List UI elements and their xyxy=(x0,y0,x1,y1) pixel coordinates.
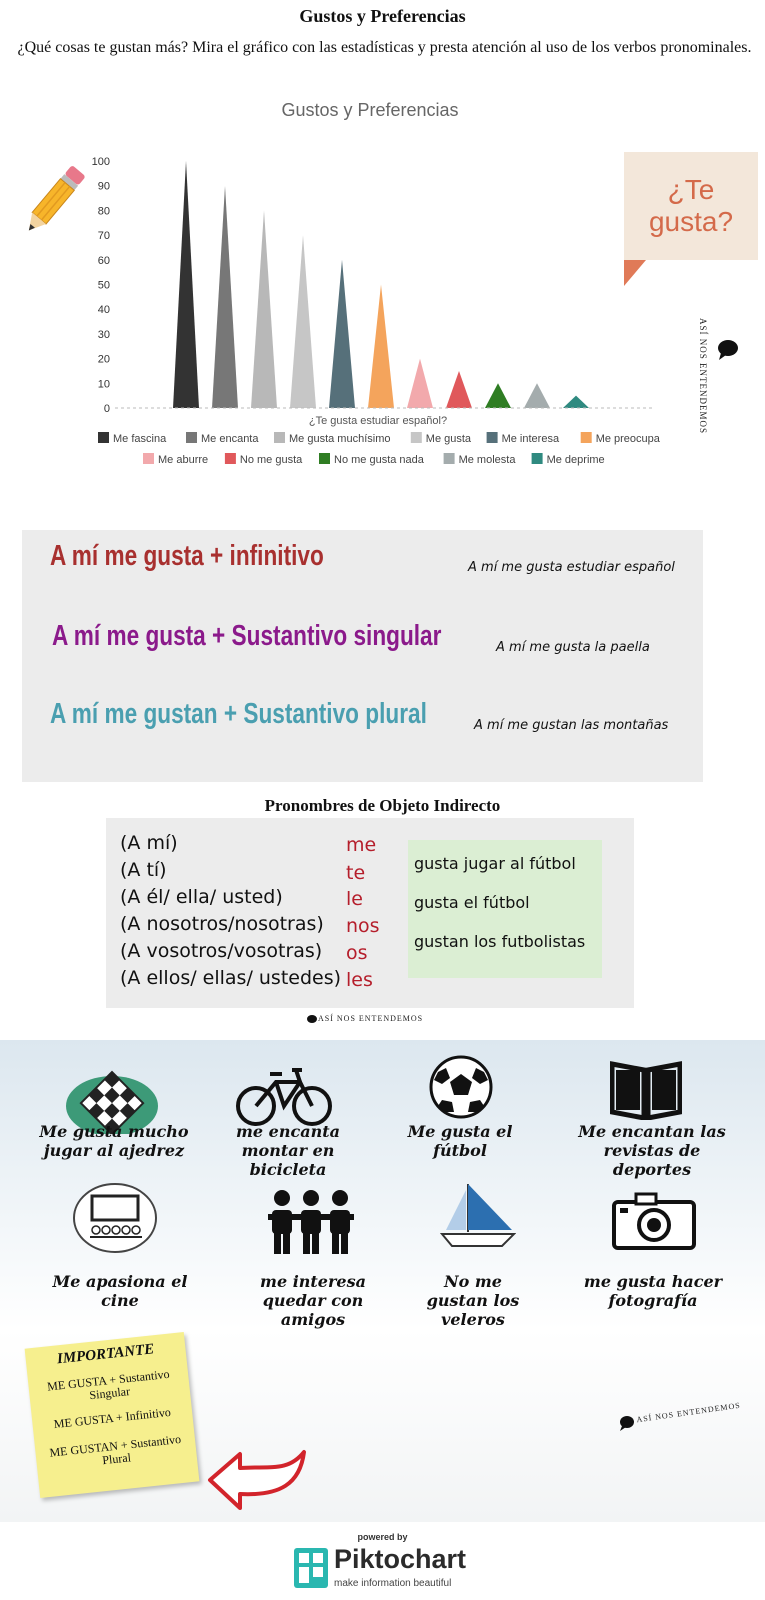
legend-label: Me molesta xyxy=(458,454,516,466)
chart-bar xyxy=(446,371,472,408)
bubble-text xyxy=(624,174,758,238)
x-axis-label: ¿Te gusta estudiar español? xyxy=(308,415,448,427)
pronoun-subject: (A él/ ella/ usted) xyxy=(120,886,283,908)
legend-swatch xyxy=(581,432,592,443)
note-line: ME GUSTAN + Sustantivo Plural xyxy=(48,1431,182,1468)
example-singular: A mí me gusta la paella xyxy=(496,640,650,655)
activity-label: Me apasiona el cine xyxy=(52,1272,188,1310)
legend-label: Me interesa xyxy=(501,433,560,445)
camera-icon xyxy=(612,1192,696,1250)
legend-swatch xyxy=(143,453,154,464)
y-tick-label: 40 xyxy=(97,304,110,317)
speech-bubble xyxy=(624,152,758,260)
piktochart-tagline: make information beautiful xyxy=(334,1578,452,1589)
sailboat-icon xyxy=(440,1180,516,1252)
legend-swatch xyxy=(225,453,236,464)
rule-infinitive: A mí me gusta + infinitivo xyxy=(50,540,324,572)
pronoun-subject: (A tí) xyxy=(120,859,167,881)
legend-swatch xyxy=(487,432,498,443)
rule-singular: A mí me gusta + Sustantivo singular xyxy=(52,620,442,652)
chart-bar xyxy=(173,161,199,408)
important-note xyxy=(25,1332,200,1498)
chart-legend xyxy=(98,432,661,466)
chart-bar xyxy=(212,186,238,408)
chart-bar xyxy=(485,383,511,408)
watermark-logo: ASÍ NOS ENTENDEMOS xyxy=(318,1014,424,1023)
watermark-logo: ASÍ NOS ENTENDEMOS xyxy=(635,1400,742,1425)
legend-label: Me fascina xyxy=(113,433,167,445)
y-tick-label: 30 xyxy=(97,328,110,341)
legend-label: Me deprime xyxy=(546,454,605,466)
chart-bar xyxy=(290,235,316,408)
y-tick-label: 10 xyxy=(97,378,110,391)
chart-bar xyxy=(524,383,550,408)
watermark-logo: ASÍ NOS ENTENDEMOS xyxy=(698,318,708,435)
activity-label: me encanta montar en bicicleta xyxy=(236,1122,340,1179)
legend-label: Me preocupa xyxy=(595,433,660,445)
cinema-icon xyxy=(72,1182,158,1254)
open-book-icon xyxy=(610,1060,682,1120)
y-tick-label: 50 xyxy=(97,279,110,292)
pronouns-title: Pronombres de Objeto Indirecto xyxy=(264,796,501,815)
legend-label: Me aburre xyxy=(158,454,209,466)
intro-text: ¿Qué cosas te gustan más? Mira el gráfico con las estadísticas y presta atención al uso de los verbos pronominales. xyxy=(17,39,752,56)
legend-label: No me gusta nada xyxy=(334,454,424,466)
chart-title: Gustos y Preferencias xyxy=(281,100,459,120)
y-axis xyxy=(92,156,110,415)
arrow-icon xyxy=(200,1440,310,1520)
chart-bar xyxy=(563,396,589,408)
legend-label: No me gusta xyxy=(239,454,303,466)
speech-logo-icon xyxy=(306,1014,318,1026)
page-title: Gustos y Preferencias xyxy=(299,6,466,26)
pronoun-subject: (A nosotros/nosotras) xyxy=(120,913,324,935)
speech-logo-icon xyxy=(716,338,740,362)
activity-label: Me gusta mucho jugar al ajedrez xyxy=(39,1122,189,1160)
bubble-line-2: gusta? xyxy=(648,206,734,237)
legend-swatch xyxy=(411,432,422,443)
chart-bar xyxy=(368,285,394,409)
y-tick-label: 60 xyxy=(97,254,110,267)
legend-swatch xyxy=(444,453,455,464)
rule-plural: A mí me gustan + Sustantivo plural xyxy=(50,698,427,730)
grammar-box xyxy=(22,530,703,782)
indirect-pronoun: le xyxy=(346,888,363,910)
note-title: IMPORTANTE xyxy=(56,1341,155,1368)
y-tick-label: 100 xyxy=(91,156,110,168)
verb-example: gustan los futbolistas xyxy=(414,932,586,951)
powered-by-label: powered by xyxy=(357,1532,408,1542)
y-tick-label: 80 xyxy=(97,205,110,218)
example-infinitive: A mí me gusta estudiar español xyxy=(468,560,675,575)
pronouns-box xyxy=(106,818,634,1008)
piktochart-logo-icon xyxy=(294,1548,328,1588)
indirect-pronoun: nos xyxy=(346,915,380,937)
legend-swatch xyxy=(186,432,197,443)
pronoun-subject: (A mí) xyxy=(120,832,178,854)
note-line: ME GUSTA + Infinitivo xyxy=(53,1404,172,1432)
indirect-pronoun: os xyxy=(346,942,368,964)
activity-label: me interesa quedar con amigos xyxy=(260,1272,366,1329)
chart-bar xyxy=(251,210,277,408)
speech-logo-icon xyxy=(618,1414,636,1432)
legend-label: Me gusta muchísimo xyxy=(289,433,391,445)
legend-label: Me gusta xyxy=(425,433,472,445)
indirect-pronoun: les xyxy=(346,969,373,991)
y-tick-label: 0 xyxy=(103,403,110,415)
indirect-pronoun: me xyxy=(346,834,377,856)
chart-bars xyxy=(173,161,589,408)
activity-label: Me encantan las revistas de deportes xyxy=(578,1122,726,1179)
legend-label: Me encanta xyxy=(201,433,259,445)
pronoun-subject: (A ellos/ ellas/ ustedes) xyxy=(120,967,342,989)
verb-box xyxy=(408,840,602,978)
legend-swatch xyxy=(319,453,330,464)
piktochart-brand: Piktochart xyxy=(334,1544,467,1574)
friends-icon xyxy=(266,1188,356,1254)
verb-example: gusta jugar al fútbol xyxy=(414,854,576,873)
activity-label: me gusta hacer fotografía xyxy=(583,1272,723,1310)
activity-label: Me gusta el fútbol xyxy=(407,1122,513,1160)
activity-label: No me gustan los veleros xyxy=(426,1272,520,1329)
verb-example: gusta el fútbol xyxy=(414,893,530,912)
legend-swatch xyxy=(98,432,109,443)
legend-swatch xyxy=(532,453,543,464)
y-tick-label: 70 xyxy=(97,230,110,243)
note-line: ME GUSTA + Sustantivo Singular xyxy=(46,1366,171,1403)
y-tick-label: 20 xyxy=(97,353,110,366)
legend-swatch xyxy=(274,432,285,443)
example-plural: A mí me gustan las montañas xyxy=(474,718,669,733)
pronoun-subject: (A vosotros/vosotras) xyxy=(120,940,323,962)
y-tick-label: 90 xyxy=(97,180,110,193)
bubble-line-1: ¿Te xyxy=(667,174,715,205)
chart-bar xyxy=(329,260,355,408)
soccer-ball-icon xyxy=(428,1054,494,1120)
indirect-pronoun: te xyxy=(346,862,366,884)
chart-bar xyxy=(407,359,433,408)
bubble-tail xyxy=(624,260,646,288)
bicycle-icon xyxy=(234,1066,334,1128)
